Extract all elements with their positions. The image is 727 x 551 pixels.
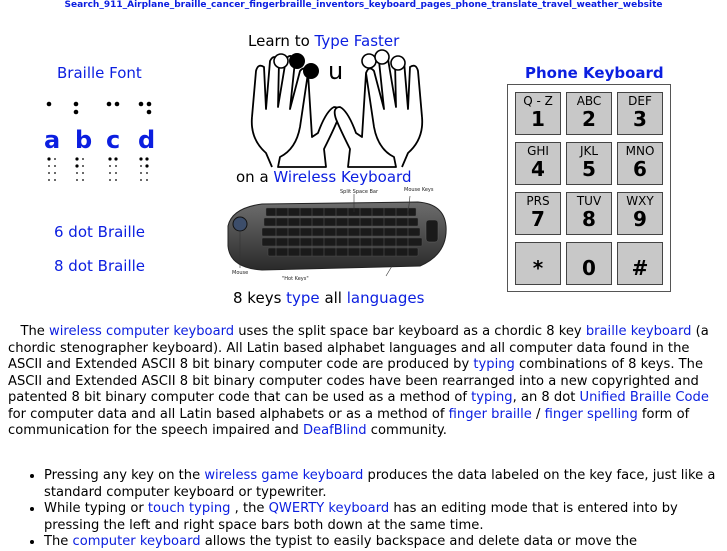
key-number: # [631, 256, 649, 280]
hands-illustration [242, 49, 432, 169]
list-text: , the [230, 501, 269, 516]
link-type[interactable]: type [286, 289, 320, 307]
list-text: While typing or [44, 501, 148, 516]
key-letters: JKL [579, 144, 599, 158]
key-number: 6 [633, 157, 647, 181]
list-item [44, 534, 720, 551]
key-number: 7 [531, 207, 545, 231]
left-hand [252, 56, 339, 167]
key-letters: TUV [576, 194, 602, 208]
key-letters: Q - Z [523, 94, 553, 108]
phone-key-4[interactable] [515, 142, 561, 185]
key-letters: MNO [625, 144, 655, 158]
link-typing[interactable]: typing [473, 357, 515, 372]
braille-letter: d [138, 126, 156, 154]
link-computer-keyboard[interactable]: computer keyboard [72, 534, 201, 549]
intro-text: / [531, 406, 545, 422]
key-letters: DEF [628, 94, 652, 108]
phone-key-7[interactable] [515, 192, 561, 235]
eight-keys-heading [233, 289, 424, 307]
intro-paragraph [8, 324, 720, 440]
phone-key-6[interactable] [617, 142, 663, 185]
learn-prefix: Learn to [248, 32, 315, 50]
link-type-faster[interactable]: Type Faster [314, 32, 400, 50]
braille-letter: a [44, 126, 61, 154]
link-wireless-keyboard[interactable]: Wireless Keyboard [273, 168, 412, 186]
braille-8dot-row [47, 157, 148, 181]
list-item [44, 501, 720, 534]
phone-key-0[interactable] [566, 242, 612, 285]
link-deafblind[interactable]: DeafBlind [302, 423, 367, 438]
key-letters: ABC [576, 94, 602, 108]
phone-key-1[interactable] [515, 92, 561, 135]
phone-key-star[interactable] [515, 242, 561, 285]
braille-letter: b [75, 126, 93, 154]
right-hand [335, 56, 422, 167]
braille-font-title: Braille Font [57, 64, 142, 82]
intro-text: , an 8 dot [512, 390, 580, 405]
label-hot-keys: "Hot Keys" [282, 276, 309, 282]
link-qwerty-keyboard[interactable]: QWERTY keyboard [268, 501, 390, 516]
intro-text: The [20, 324, 50, 339]
intro-text: uses the split space bar keyboard as a chordic 8 key [234, 324, 586, 339]
intro-text: form of communication for the speech impaired and [8, 406, 690, 438]
intro-text: community. [366, 423, 447, 438]
link-braille-keyboard[interactable]: braille keyboard [585, 324, 692, 339]
link-wireless-game-keyboard[interactable]: wireless game keyboard [204, 468, 364, 483]
key-letters: WXY [626, 194, 654, 208]
braille-letters-graphic [40, 98, 160, 194]
key-letters: GHI [527, 144, 549, 158]
learn-to-type-heading [248, 32, 399, 50]
phone-key-2[interactable] [566, 92, 612, 135]
wireless-prefix: on a [236, 168, 274, 186]
phone-keyboard-title: Phone Keyboard [525, 64, 664, 82]
key-number: 8 [582, 207, 596, 231]
key-number: 4 [531, 157, 545, 181]
intro-text: (a chordic stenographer keyboard). All Latin based alphabet languages and all computer data found in the ASCII and Extended ASCII 8 bit binary computer code are produced by [8, 324, 709, 372]
link-wireless-computer-keyboard[interactable]: wireless computer keyboard [49, 324, 235, 339]
intro-text: for computer data and all Latin based alphabets or as a method of [8, 406, 449, 422]
phone-key-8[interactable] [566, 192, 612, 235]
key-number: * [532, 256, 544, 280]
list-text: has an editing mode that is entered into by pressing the left and right space bars both down at the same time. [44, 501, 678, 533]
label-mouse: Mouse [232, 270, 249, 276]
link-finger-spelling[interactable]: finger spelling [544, 406, 638, 422]
eight-mid: all [319, 289, 347, 307]
eight-prefix: 8 keys [233, 289, 287, 307]
phone-key-9[interactable] [617, 192, 663, 235]
phone-key-hash[interactable] [617, 242, 663, 285]
key-number: 5 [582, 157, 596, 181]
link-touch-typing[interactable]: touch typing [147, 501, 231, 516]
link-8-dot-braille[interactable]: 8 dot Braille [54, 257, 146, 275]
keyboard-trackball [233, 217, 247, 231]
list-item [44, 468, 720, 501]
keyboard-keys [262, 208, 422, 256]
label-split-space-bar: Split Space Bar [340, 189, 379, 195]
list-text: The [44, 534, 73, 549]
feature-list [0, 468, 720, 551]
phone-key-5[interactable] [566, 142, 612, 185]
list-text: produces the data labeled on the key face, just like a standard computer keyboard or typewriter. [44, 468, 716, 500]
hands-letter: u [328, 57, 344, 85]
phone-key-3[interactable] [617, 92, 663, 135]
wireless-keyboard-image [222, 186, 452, 286]
phone-keypad [507, 84, 671, 292]
key-number: 9 [633, 207, 647, 231]
link-finger-braille[interactable]: finger braille [448, 406, 532, 422]
list-text: Pressing any key on the [44, 468, 205, 483]
link-languages[interactable]: languages [346, 289, 425, 307]
braille-6dot-row [47, 102, 152, 115]
list-text: allows the typist to easily backspace and delete data or move the [200, 534, 638, 549]
top-nav-link[interactable]: Search_911_Airplane_braille_cancer_fingerbraille_inventors_keyboard_pages_phone_translate_travel_weather_website [64, 0, 663, 10]
link-unified-braille-code[interactable]: Unified Braille Code [579, 390, 709, 405]
key-number: 0 [582, 256, 596, 280]
label-mouse-keys: Mouse Keys [404, 187, 434, 193]
intro-text: combinations of 8 keys. The ASCII and Extended ASCII 8 bit binary computer codes have been rearranged into a new copyrighted and patented 8 bit binary computer code that can be used as a method of [8, 357, 704, 405]
link-6-dot-braille[interactable]: 6 dot Braille [54, 223, 146, 241]
key-number: 2 [582, 107, 596, 131]
wireless-keyboard-heading [236, 168, 411, 186]
link-typing-2[interactable]: typing [471, 390, 513, 405]
braille-letter-row [44, 126, 155, 154]
key-letters: PRS [526, 194, 550, 208]
key-number: 3 [633, 107, 647, 131]
braille-letter: c [106, 126, 121, 154]
key-number: 1 [531, 107, 545, 131]
